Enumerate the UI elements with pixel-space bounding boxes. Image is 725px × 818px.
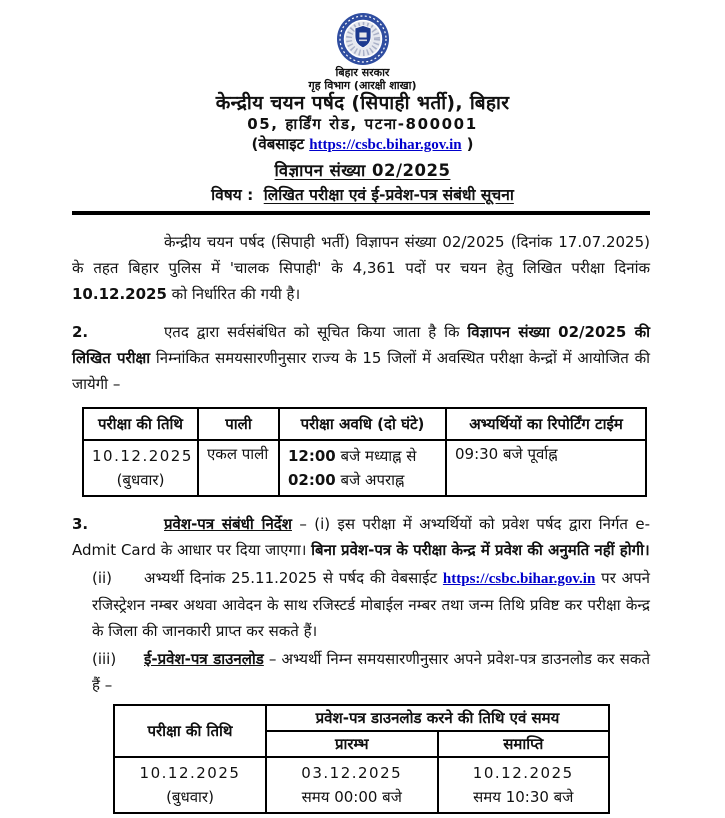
group-header-download-date-time: प्रवेश-पत्र डाउनलोड करने की तिथि एवं समय bbox=[266, 705, 609, 731]
exam-schedule-data-row bbox=[83, 440, 646, 496]
column-header-start: प्रारम्भ bbox=[266, 731, 438, 757]
department-name: गृह विभाग (आरक्षी शाखा) bbox=[308, 79, 417, 92]
paragraph-3 bbox=[72, 511, 650, 563]
paragraph-ii-text: अभ्यर्थी दिनांक 25.11.2025 से पर्षद की वेबसाईट https://csbc.bihar.gov.in पर अपने रजिस्ट्रेशन नम्बर अथवा आवेदन के साथ रजिस्टर्ड मोबाईल नम्बर तथा जन्म तिथि प्रविष्ट कर परीक्षा केन्द्र के जिला की जानकारी प्राप्त कर सकते हैं। bbox=[92, 569, 650, 640]
subject-label: विषय : bbox=[211, 186, 254, 204]
website-label: (वेबसाइट bbox=[251, 135, 305, 153]
paragraph-2-number: 2. bbox=[72, 323, 89, 341]
duration-cell: 12:00 बजे मध्याह्न से 02:00 बजे अपराह्न bbox=[279, 440, 446, 496]
paragraph-ii bbox=[92, 565, 650, 644]
paragraph-iii-text: ई-प्रवेश-पत्र डाउनलोड – अभ्यर्थी निम्न समयसारणीनुसार अपने प्रवेश-पत्र डाउनलोड कर सकते हैं – bbox=[92, 650, 651, 694]
paragraph-3-number: 3. bbox=[72, 515, 89, 533]
address-line: 05, हार्डिंग रोड, पटना-800001 bbox=[247, 115, 478, 133]
subject-line bbox=[0, 185, 725, 206]
header-separator-rule bbox=[72, 211, 650, 215]
website-line bbox=[0, 134, 725, 156]
document-body bbox=[0, 229, 725, 814]
government-name: बिहार सरकार bbox=[335, 66, 390, 79]
paragraph-ii-number: (ii) bbox=[92, 569, 113, 587]
subject-text: लिखित परीक्षा एवं ई-प्रवेश-पत्र संबंधी सूचना bbox=[263, 186, 514, 204]
column-header-reporting-time: अभ्यर्थियों का रिपोर्टिंग टाईम bbox=[446, 408, 646, 440]
advertisement-number: विज्ञापन संख्या 02/2025 bbox=[274, 161, 451, 180]
organization-name: केन्द्रीय चयन पर्षद (सिपाही भर्ती), बिहार bbox=[215, 92, 510, 114]
paragraph-iii-number: (iii) bbox=[92, 650, 117, 668]
download-table-data-row bbox=[114, 757, 609, 813]
column-header-end: समाप्ति bbox=[438, 731, 610, 757]
shift-cell: एकल पाली bbox=[198, 440, 279, 496]
admit-card-download-table bbox=[113, 704, 610, 814]
column-header-duration: परीक्षा अवधि (दो घंटे) bbox=[279, 408, 446, 440]
exam-date-cell: 10.12.2025 (बुधवार) bbox=[83, 440, 198, 496]
exam-schedule-header-row bbox=[83, 408, 646, 440]
exam-schedule-table bbox=[82, 407, 647, 497]
paragraph-2 bbox=[72, 319, 650, 397]
reporting-time-cell: 09:30 बजे पूर्वाह्न bbox=[446, 440, 646, 496]
download-table-group-header-row bbox=[114, 705, 609, 731]
column-header-exam-date: परीक्षा की तिथि bbox=[83, 408, 198, 440]
website-link[interactable]: https://csbc.bihar.gov.in bbox=[309, 137, 462, 153]
paragraph-2-text: एतद द्वारा सर्वसंबंधित को सूचित किया जाता है कि विज्ञापन संख्या 02/2025 की लिखित परीक्षा निम्नांकित समयसारणीनुसार राज्य के 15 जिलों में अवस्थित परीक्षा केन्द्रों में आयोजित की जायेगी – bbox=[72, 323, 650, 393]
website-closing-paren: ) bbox=[466, 135, 474, 153]
column-header-shift: पाली bbox=[198, 408, 279, 440]
bihar-government-emblem-icon bbox=[0, 12, 725, 66]
exam-date-cell: 10.12.2025 (बुधवार) bbox=[114, 757, 266, 813]
download-end-cell: 10.12.2025 समय 10:30 बजे bbox=[438, 757, 610, 813]
column-header-exam-date: परीक्षा की तिथि bbox=[114, 705, 266, 757]
document-header bbox=[0, 0, 725, 206]
inline-website-link[interactable]: https://csbc.bihar.gov.in bbox=[442, 571, 596, 587]
paragraph-1: केन्द्रीय चयन पर्षद (सिपाही भर्ती) विज्ञापन संख्या 02/2025 (दिनांक 17.07.2025) के तहत बिहार पुलिस में 'चालक सिपाही' के 4,361 पदों पर चयन हेतु लिखित परीक्षा दिनांक 10.12.2025 को निर्धारित की गयी है। bbox=[72, 233, 650, 303]
paragraph-iii bbox=[92, 646, 650, 698]
download-start-cell: 03.12.2025 समय 00:00 बजे bbox=[266, 757, 438, 813]
paragraph-3-text: प्रवेश-पत्र संबंधी निर्देश – (i) इस परीक्षा में अभ्यर्थियों को प्रवेश पर्षद द्वारा निर्गत e-Admit Card के आधार पर दिया जाएगा। बिना प्रवेश-पत्र के परीक्षा केन्द्र में प्रवेश की अनुमति नहीं होगी। bbox=[72, 515, 650, 559]
